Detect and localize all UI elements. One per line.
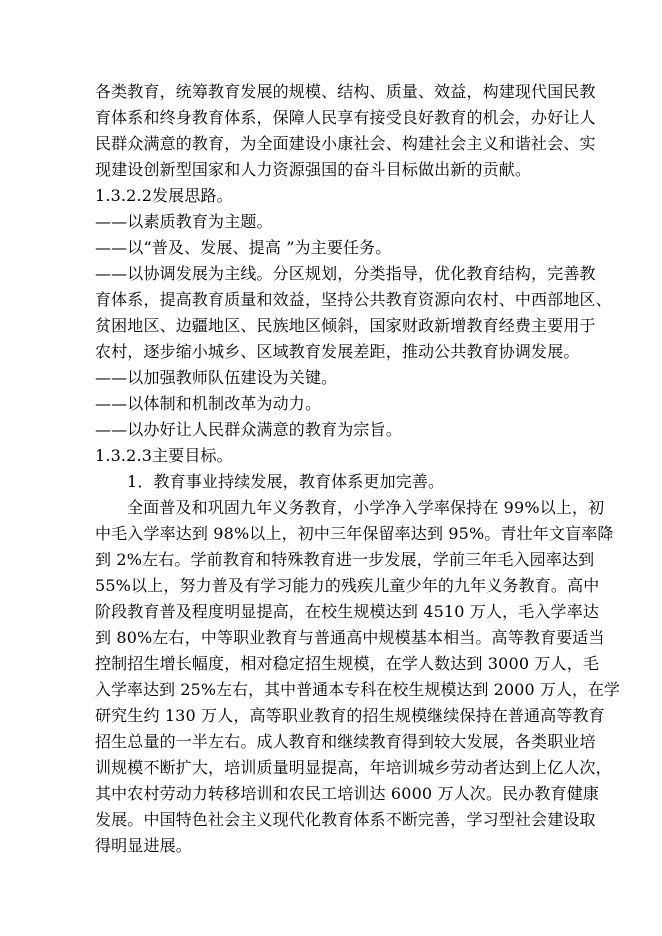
text-line: 发展。中国特色社会主义现代化教育体系不断完善，学习型社会建设取: [95, 810, 596, 829]
text-line: ——以加强教师队伍建设为关键。: [95, 368, 338, 387]
text-line: 入学率达到 25%左右，其中普通本专科在校生规模达到 2000 万人，在学: [95, 680, 621, 699]
text-line: ——以体制和机制改革为动力。: [95, 394, 322, 413]
text-line: 控制招生增长幅度，相对稳定招生规模，在学人数达到 3000 万人，毛: [95, 654, 599, 673]
text-line: 现建设创新型国家和人力资源强国的奋斗目标做出新的贡献。: [95, 160, 532, 179]
section-heading: 1.3.2.2发展思路。: [95, 186, 233, 205]
list-item: 1．教育事业持续发展，教育体系更加完善。: [127, 472, 445, 491]
text-line: ——以办好让人民群众满意的教育为宗旨。: [95, 420, 402, 439]
text-line: 民群众满意的教育，为全面建设小康社会、构建社会主义和谐社会、实: [95, 134, 596, 153]
text-line: 训规模不断扩大，培训质量明显提高，年培训城乡劳动者达到上亿人次，: [95, 758, 612, 777]
text-line: 中毛入学率达到 98%以上，初中三年保留率达到 95%。青壮年文盲率降: [95, 524, 614, 543]
text-line: 到 2%左右。学前教育和特殊教育进一步发展，学前三年毛入园率达到: [95, 550, 595, 569]
text-line: 研究生约 130 万人，高等职业教育的招生规模继续保持在普通高等教育: [95, 706, 605, 725]
text-line: 招生总量的一半左右。成人教育和继续教育得到较大发展，各类职业培: [95, 732, 596, 751]
text-line: 其中农村劳动力转移培训和农民工培训达 6000 万人次。民办教育健康: [95, 784, 599, 803]
text-line: 55%以上，努力普及有学习能力的残疾儿童少年的九年义务教育。高中: [95, 576, 600, 595]
text-line: 各类教育，统筹教育发展的规模、结构、质量、效益，构建现代国民教: [95, 82, 596, 101]
text-line: 得明显进展。: [95, 836, 192, 855]
text-line: ——以素质教育为主题。: [95, 212, 273, 231]
text-line: 育体系和终身教育体系，保障人民享有接受良好教育的机会，办好让人: [95, 108, 596, 127]
text-line: 全面普及和巩固九年义务教育，小学净入学率保持在 99%以上，初: [127, 498, 605, 517]
text-line: 贫困地区、边疆地区、民族地区倾斜，国家财政新增教育经费主要用于: [95, 316, 596, 335]
text-line: 阶段教育普及程度明显提高，在校生规模达到 4510 万人，毛入学率达: [95, 602, 599, 621]
text-line: 育体系，提高教育质量和效益，坚持公共教育资源向农村、中西部地区、: [95, 290, 612, 309]
text-line: ——以“普及、发展、提高 ”为主要任务。: [95, 238, 392, 257]
section-heading: 1.3.2.3主要目标。: [95, 446, 233, 465]
text-line: 到 80%左右，中等职业教育与普通高中规模基本相当。高等教育要适当: [95, 628, 605, 647]
text-line: 农村，逐步缩小城乡、区域教育发展差距，推动公共教育协调发展。: [95, 342, 580, 361]
text-line: ——以协调发展为主线。分区规划，分类指导，优化教育结构，完善教: [95, 264, 596, 283]
